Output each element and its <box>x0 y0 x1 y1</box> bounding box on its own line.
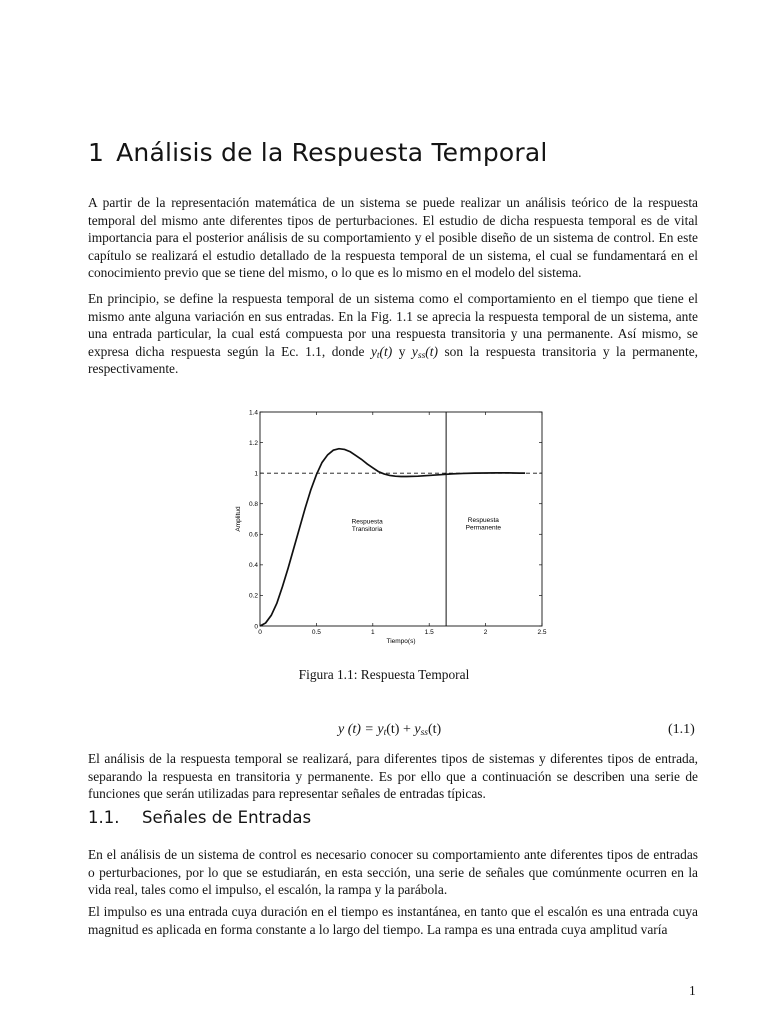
math-yss: $y_{ss}(t)$ <box>411 343 438 361</box>
paragraph-definition <box>88 290 698 378</box>
equation-number: (1.1) <box>668 722 695 737</box>
math-yt: $y_t(t)$ <box>370 343 393 361</box>
y-tick-label: 0.6 <box>248 531 258 539</box>
paragraph-analysis: El análisis de la respuesta temporal se realizará, para diferentes tipos de sistemas y diferentes tipos de entrada, separando la respuesta en transitoria y permanente. Es por ello que a continuación se describen una serie de funciones que serán utilizadas para representar señales de entradas típicas. <box>88 751 698 802</box>
y-tick-label: 0.8 <box>248 501 258 509</box>
x-tick-label: 2.5 <box>537 629 547 636</box>
chapter-title: Análisis de la Respuesta Temporal <box>116 138 548 167</box>
figure-response-chart <box>228 404 558 650</box>
y-tick-label: 1.2 <box>248 439 258 447</box>
y-tick-label: 1 <box>254 470 258 478</box>
equation-body: y $(t) = y_t(t) + y_{ss}(t)$ <box>338 722 442 738</box>
x-tick-label: 1 <box>370 629 375 636</box>
y-axis-label: Amplitud <box>235 506 242 532</box>
paragraph-definition-text-b: y <box>398 343 406 359</box>
chapter-heading <box>88 138 548 167</box>
section-heading <box>88 808 311 827</box>
section-number: 1.1. <box>88 808 120 827</box>
chart-tick-labels <box>249 409 547 636</box>
figure-caption: Figura 1.1: Respuesta Temporal <box>298 667 470 682</box>
paragraph-definition-text-c: son la respuesta transitoria y la permanente, respectivamente. <box>88 343 698 377</box>
x-tick-label: 2 <box>483 629 488 636</box>
x-tick-label: 1.5 <box>424 629 434 636</box>
y-tick-label: 1.4 <box>248 409 258 417</box>
paragraph-definition-text-a: En principio, se define la respuesta temporal de un sistema como el comportamiento en el tiempo que tiene el mismo ante alguna variación en sus entradas. En la Fig. 1.1 se aprecia la respuesta temporal de un sistema, ante una entrada particular, la cual está compuesta por una respuesta transitoria y una permanente. Así mismo, se expresa dicha respuesta según la Ec. 1.1, donde <box>88 291 698 359</box>
x-tick-label: 0.5 <box>311 629 321 636</box>
section-title: Señales de Entradas <box>142 808 312 827</box>
page-number: 1 <box>689 983 696 998</box>
annotation-transitoria-2: Transitoria <box>351 526 383 534</box>
y-tick-label: 0.4 <box>248 562 258 570</box>
paragraph-inputs: En el análisis de un sistema de control es necesario conocer su comportamiento ante diferentes tipos de entradas o perturbaciones, por lo que se estudiarán, en esta sección, una serie de señales que comúnmente ocurren en la vida real, tales como el impulso, el escalón, la rampa y la parábola. <box>88 847 698 898</box>
x-tick-label: 0 <box>258 629 262 636</box>
annotation-permanente-2: Permanente <box>465 524 502 532</box>
chapter-number: 1 <box>88 138 105 167</box>
chart-svg <box>228 404 558 650</box>
annotation-permanente-1: Respuesta <box>467 517 499 525</box>
annotation-transitoria-1: Respuesta <box>351 518 383 526</box>
y-tick-label: 0 <box>254 623 258 631</box>
paragraph-intro: A partir de la representación matemática de un sistema se puede realizar un análisis teórico de la respuesta temporal del mismo ante diferentes tipos de perturbaciones. El estudio de dicha respuesta temporal es de vital importancia para el posterior análisis de su comportamiento y el posible diseño de un sistema de control. En este capítulo se realizará el estudio detallado de la respuesta temporal de un sistema, el cual se fundamentará en el conocimiento previo que se tiene del mismo, o lo que es lo mismo en el modelo del sistema. <box>88 195 698 281</box>
x-axis-label: Tiempo(s) <box>386 638 416 645</box>
series-response-curve <box>260 449 525 626</box>
paragraph-impulse: El impulso es una entrada cuya duración en el tiempo es instantánea, en tanto que el escalón es una entrada cuya magnitud es aplicada en forma constante a lo largo del tiempo. La rampa es una entrada cuya amplitud varía <box>88 904 698 937</box>
y-tick-label: 0.2 <box>248 592 258 600</box>
